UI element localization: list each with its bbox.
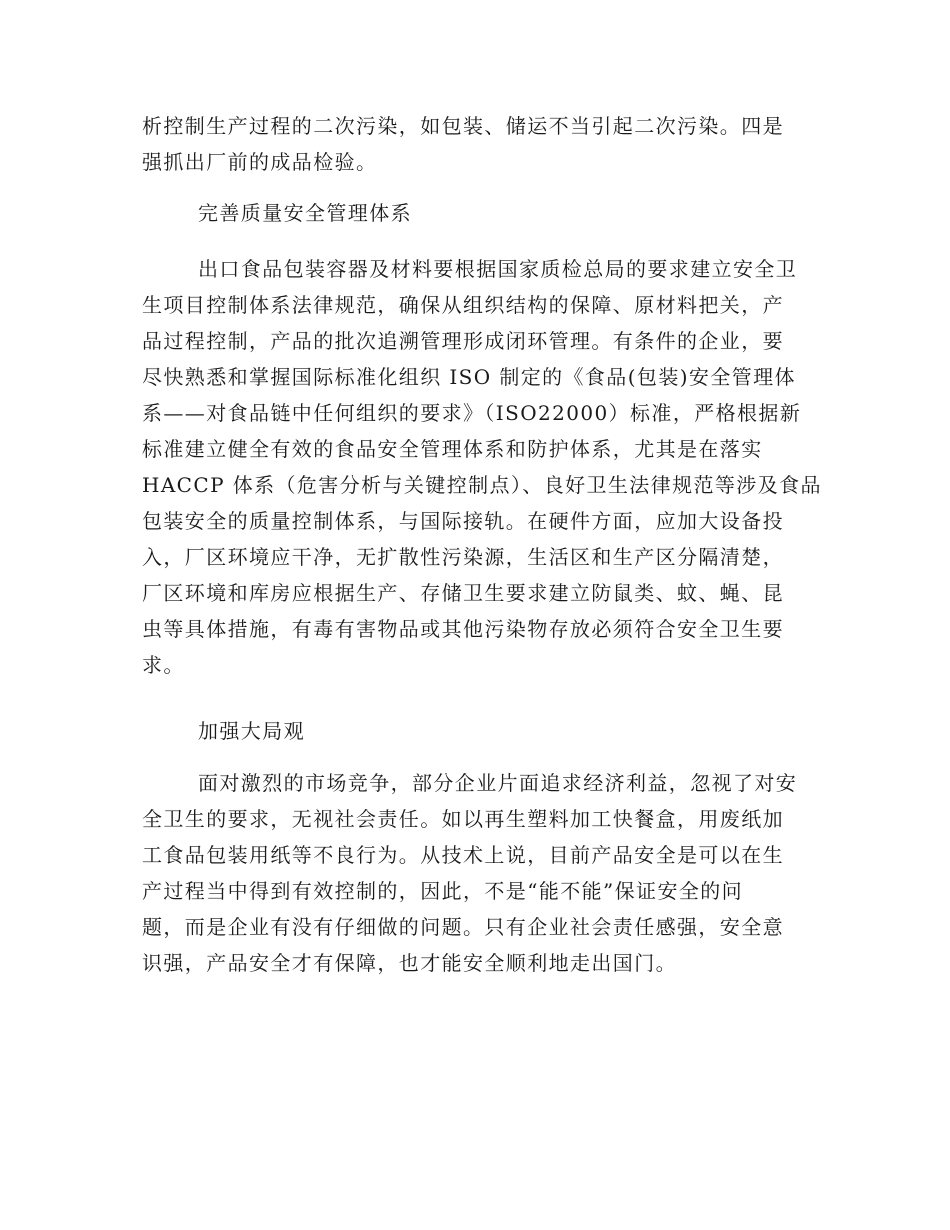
paragraph-line: 品过程控制，产品的批次追溯管理形成闭环管理。有条件的企业，要 [142,329,784,353]
paragraph-line: 工食品包装用纸等不良行为。从技术上说，目前产品安全是可以在生 [142,843,784,867]
section-heading: 完善质量安全管理体系 [198,201,412,225]
paragraph-line: 包装安全的质量控制体系，与国际接轨。在硬件方面，应加大设备投 [142,509,784,533]
paragraph-line: 厂区环境和库房应根据生产、存储卫生要求建立防鼠类、蚊、蝇、昆 [142,581,784,605]
paragraph-line: 标准建立健全有效的食品安全管理体系和防护体系，尤其是在落实 [142,437,763,461]
paragraph-line: 强抓出厂前的成品检验。 [142,150,378,174]
section-heading-quality-system [142,195,802,231]
paragraph-line: 出口食品包装容器及材料要根据国家质检总局的要求建立安全卫 [198,257,798,281]
paragraph-line: HACCP 体系（危害分析与关键控制点）、良好卫生法律规范等涉及食品 [142,473,822,497]
paragraph-line: 入，厂区环境应干净，无扩散性污染源，生活区和生产区分隔清楚， [142,545,784,569]
paragraph-line: 识强，产品安全才有保障，也才能安全顺利地走出国门。 [142,951,677,975]
paragraph-line: 系——对食品链中任何组织的要求》（ISO22000）标准，严格根据新 [142,401,802,425]
paragraph-line: 求。 [142,653,185,677]
section-paragraph-quality-system [142,251,822,683]
paragraph-line: 尽快熟悉和掌握国际标准化组织 ISO 制定的《食品(包装)安全管理体 [142,365,796,389]
section-paragraph-big-picture [142,765,802,981]
section-heading-big-picture [142,713,802,749]
paragraph-line: 面对激烈的市场竞争，部分企业片面追求经济利益，忽视了对安 [198,771,798,795]
paragraph-line: 题，而是企业有没有仔细做的问题。只有企业社会责任感强，安全意 [142,915,784,939]
paragraph-line: 全卫生的要求，无视社会责任。如以再生塑料加工快餐盒，用废纸加 [142,807,784,831]
paragraph-line: 产过程当中得到有效控制的，因此，不是“能不能”保证安全的问 [142,879,744,903]
intro-paragraph [142,108,802,180]
paragraph-line: 生项目控制体系法律规范，确保从组织结构的保障、原材料把关，产 [142,293,784,317]
section-heading: 加强大局观 [198,719,305,743]
paragraph-line: 虫等具体措施，有毒有害物品或其他污染物存放必须符合安全卫生要 [142,617,784,641]
paragraph-line: 析控制生产过程的二次污染，如包装、储运不当引起二次污染。四是 [142,114,784,138]
